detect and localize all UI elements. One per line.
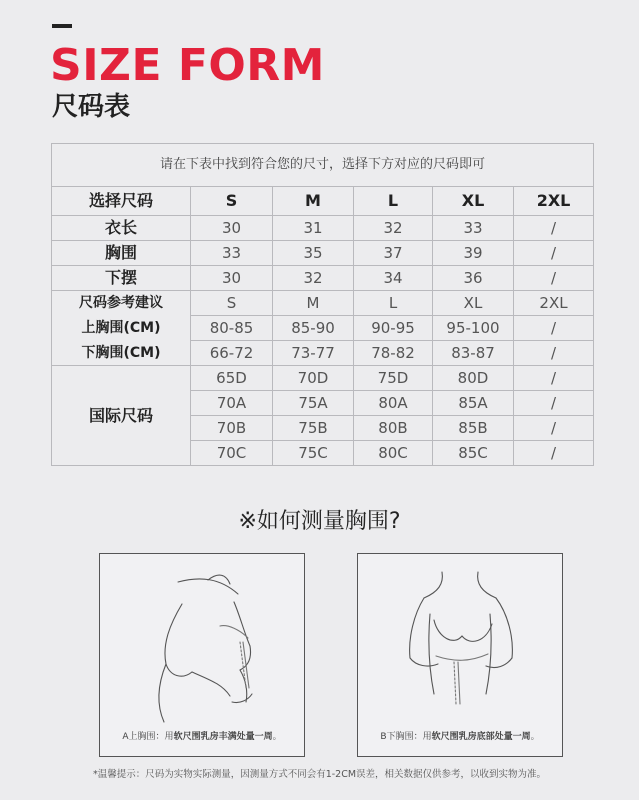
table-cell: 39 [433, 241, 514, 266]
table-cell: 32 [273, 266, 354, 291]
table-cell: L [354, 291, 433, 316]
size-header: M [273, 187, 354, 216]
table-row [52, 316, 594, 341]
table-cell: 75A [273, 391, 354, 416]
measure-title: ※如何测量胸围? [238, 509, 401, 534]
select-size-label: 选择尺码 [52, 187, 191, 216]
table-row [52, 241, 594, 266]
table-cell: / [514, 366, 594, 391]
title-dash [52, 24, 72, 28]
table-cell: / [514, 341, 594, 366]
table-cell: 30 [191, 266, 273, 291]
table-row [52, 366, 594, 391]
table-cell: 75D [354, 366, 433, 391]
table-cell: / [514, 241, 594, 266]
table-row [52, 341, 594, 366]
table-cell: 80C [354, 441, 433, 466]
table-cell: 37 [354, 241, 433, 266]
table-cell: 70C [191, 441, 273, 466]
footnote: *温馨提示：尺码为实物实际测量，因测量方式不同会有1-2CM误差，相关数据仅供参考，以收到实物为准。 [92, 769, 547, 780]
table-cell: 85C [433, 441, 514, 466]
row-label-hem: 下摆 [52, 266, 191, 291]
row-label-upper-bust: 上胸围(CM) [52, 316, 191, 341]
table-cell: 80-85 [191, 316, 273, 341]
row-label-length: 衣长 [52, 216, 191, 241]
size-header: 2XL [514, 187, 594, 216]
lower-bust-caption: B下胸围：用软尺围乳房底部处量一周。 [380, 732, 540, 742]
table-cell: 80B [354, 416, 433, 441]
table-cell: 66-72 [191, 341, 273, 366]
table-cell: 32 [354, 216, 433, 241]
upper-bust-panel [99, 553, 305, 757]
table-cell: 85A [433, 391, 514, 416]
lower-bust-illustration [358, 554, 562, 756]
table-cell: 31 [273, 216, 354, 241]
table-cell: / [514, 416, 594, 441]
table-cell: 75B [273, 416, 354, 441]
table-cell: 78-82 [354, 341, 433, 366]
table-cell: 36 [433, 266, 514, 291]
table-cell: / [514, 316, 594, 341]
table-cell: 70D [273, 366, 354, 391]
table-cell: 73-77 [273, 341, 354, 366]
table-cell: 80A [354, 391, 433, 416]
size-header: XL [433, 187, 514, 216]
table-cell: 75C [273, 441, 354, 466]
upper-bust-caption: A上胸围：用软尺围乳房丰满处量一周。 [122, 732, 282, 742]
page-subtitle: 尺码表 [52, 92, 131, 122]
table-cell: XL [433, 291, 514, 316]
row-label-advice: 尺码参考建议 [52, 291, 191, 316]
table-cell: 33 [191, 241, 273, 266]
table-row [52, 291, 594, 316]
table-cell: M [273, 291, 354, 316]
page-title: SIZE FORM [50, 40, 325, 91]
table-cell: / [514, 391, 594, 416]
table-row [52, 266, 594, 291]
upper-bust-illustration [100, 554, 304, 756]
table-cell: 2XL [514, 291, 594, 316]
lower-bust-panel [357, 553, 563, 757]
table-cell: / [514, 266, 594, 291]
row-label-bust: 胸围 [52, 241, 191, 266]
table-cell: 70B [191, 416, 273, 441]
table-cell: 85B [433, 416, 514, 441]
table-row [52, 216, 594, 241]
table-cell: 80D [433, 366, 514, 391]
table-cell: 65D [191, 366, 273, 391]
table-cell: 33 [433, 216, 514, 241]
table-instruction: 请在下表中找到符合您的尺寸，选择下方对应的尺码即可 [52, 144, 594, 187]
table-cell: / [514, 441, 594, 466]
table-cell: 95-100 [433, 316, 514, 341]
table-row [52, 187, 594, 216]
table-cell: 83-87 [433, 341, 514, 366]
table-cell: 85-90 [273, 316, 354, 341]
table-cell: 70A [191, 391, 273, 416]
table-cell: 35 [273, 241, 354, 266]
size-header: S [191, 187, 273, 216]
size-header: L [354, 187, 433, 216]
table-cell: S [191, 291, 273, 316]
size-table [51, 143, 594, 466]
table-cell: 90-95 [354, 316, 433, 341]
table-cell: 34 [354, 266, 433, 291]
row-label-intl: 国际尺码 [52, 366, 191, 466]
table-cell: / [514, 216, 594, 241]
row-label-lower-bust: 下胸围(CM) [52, 341, 191, 366]
table-cell: 30 [191, 216, 273, 241]
